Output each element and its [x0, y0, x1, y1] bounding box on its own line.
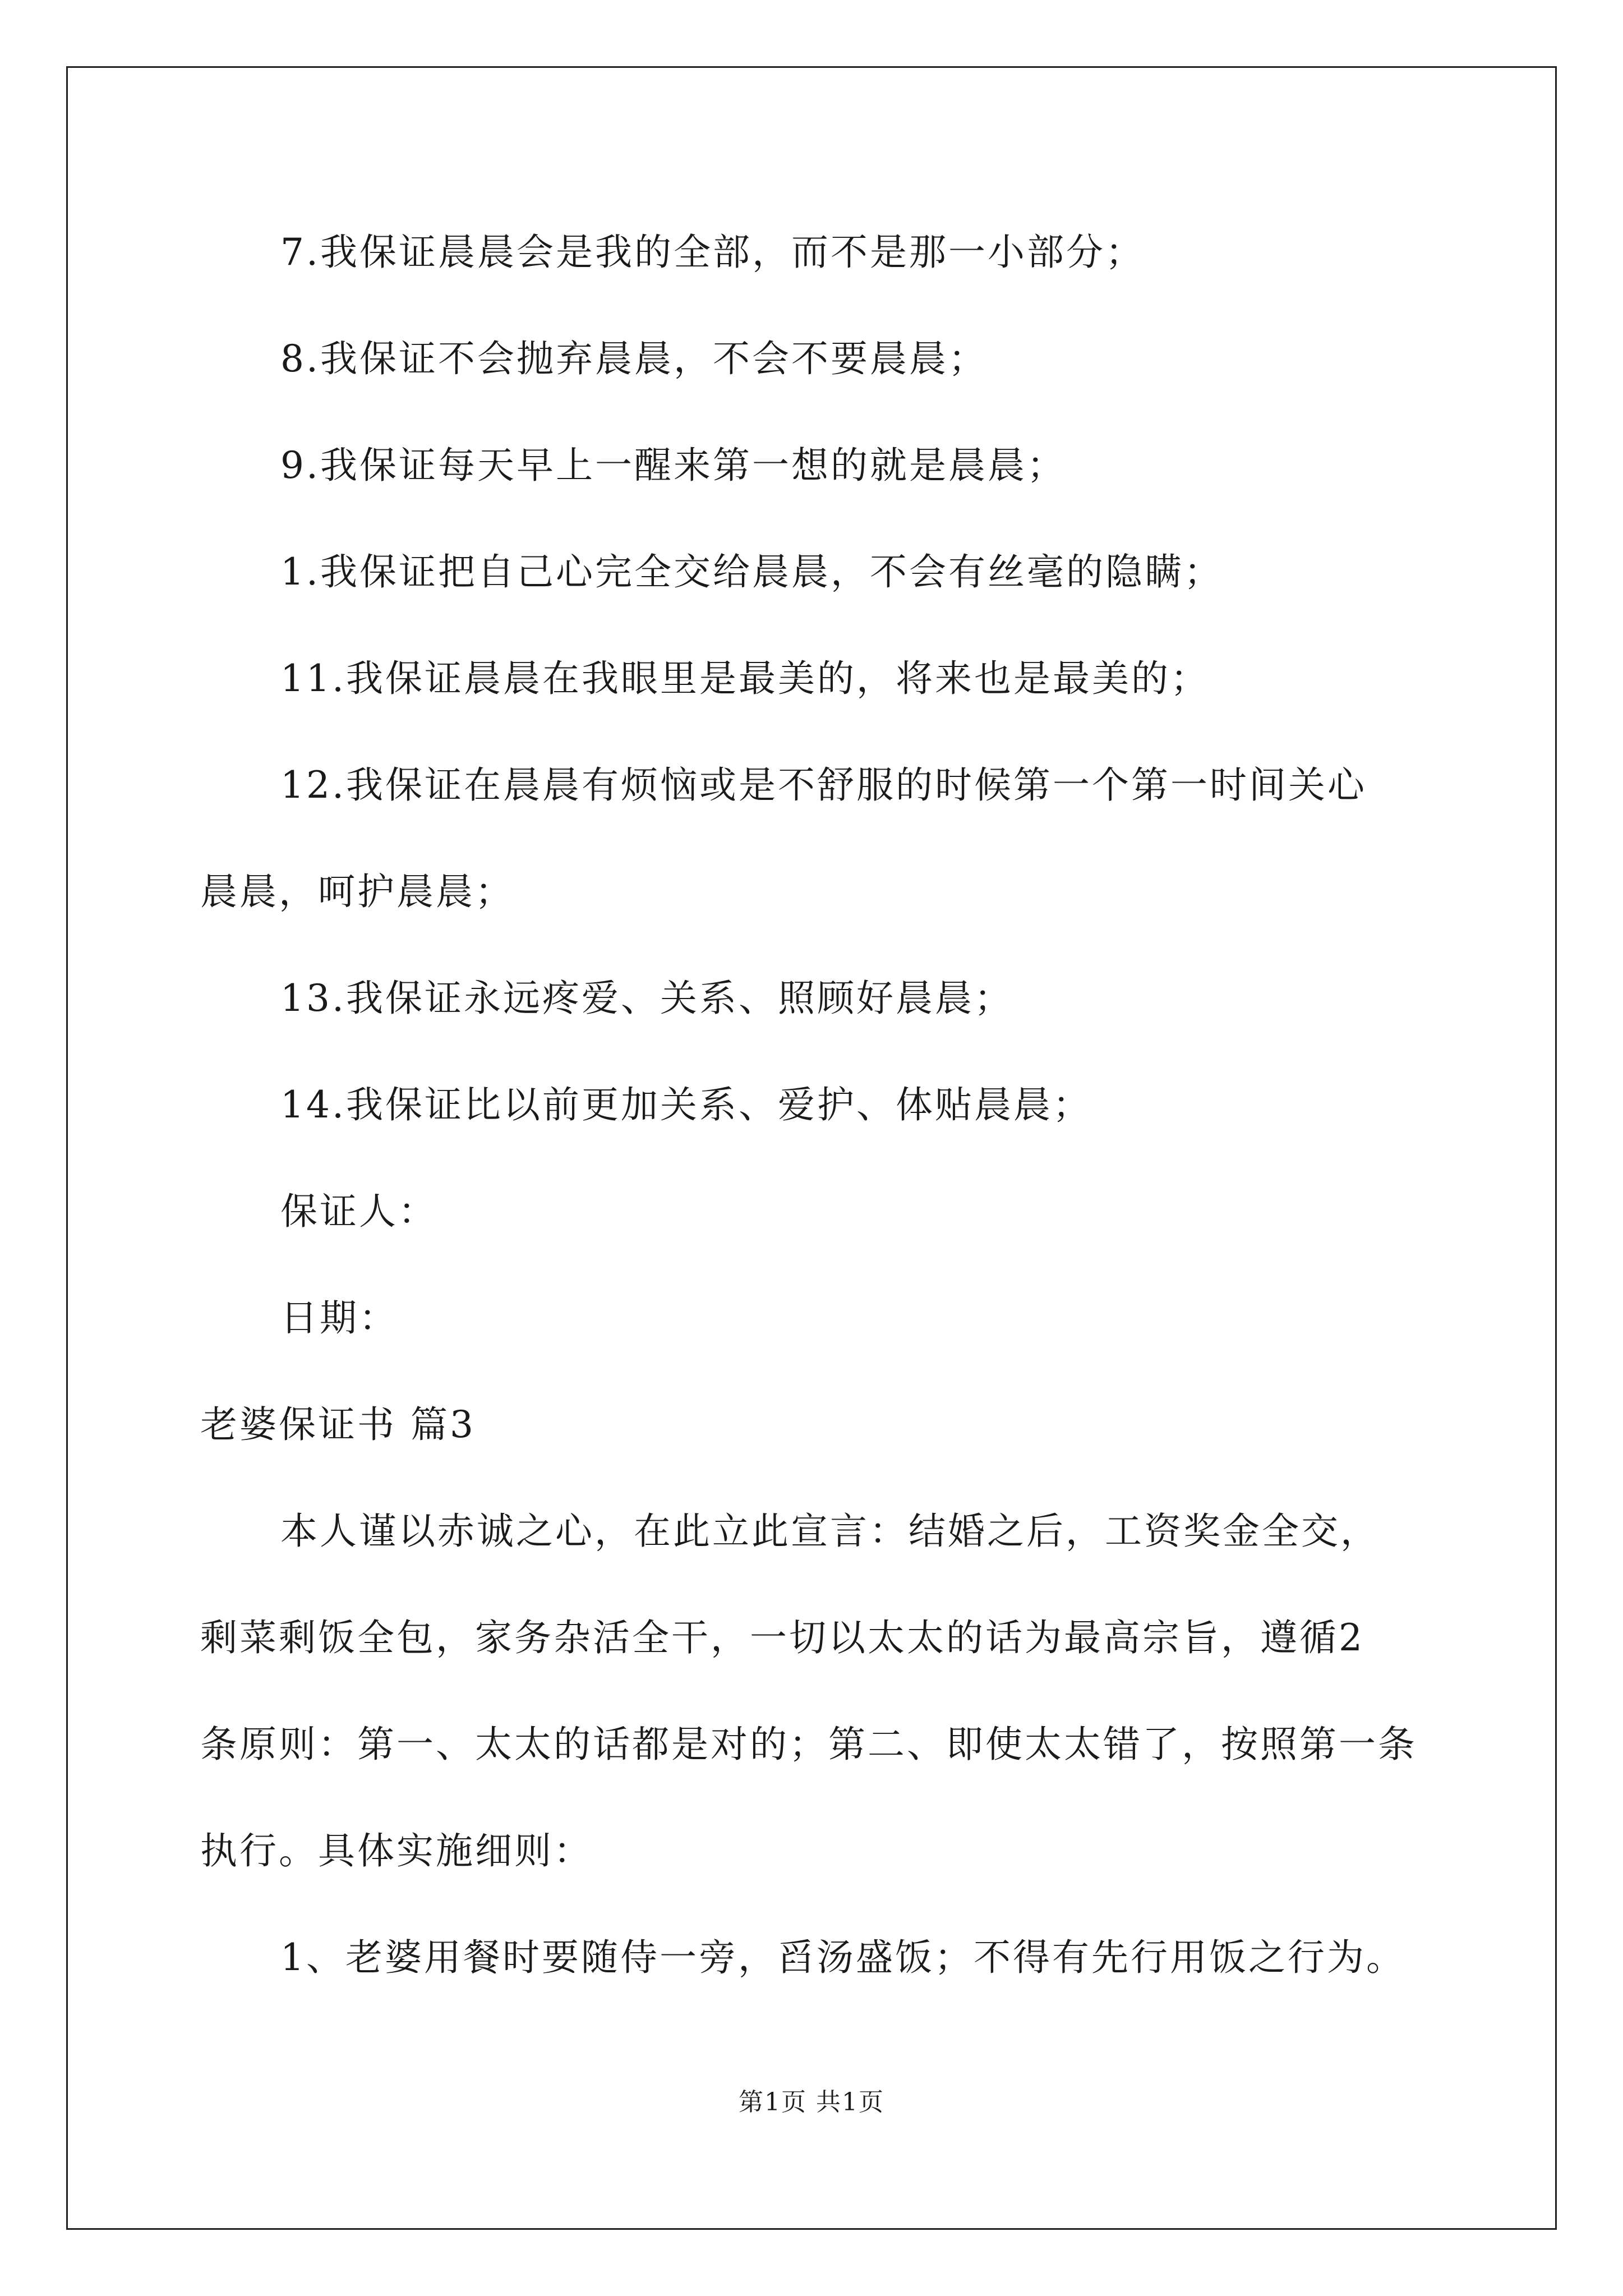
- page-border: [66, 66, 1557, 2230]
- paragraph-line-4: 执行。具体实施细则：: [200, 1829, 593, 1872]
- pledge-item-11: 11.我保证晨晨在我眼里是最美的，将来也是最美的；: [280, 657, 1210, 700]
- pledge-item-13: 13.我保证永远疼爱、关系、照顾好晨晨；: [280, 977, 1013, 1020]
- paragraph-line-2: 剩菜剩饭全包，家务杂活全干，一切以太太的话为最高宗旨，遵循2: [200, 1616, 1364, 1659]
- paragraph-line-1: 本人谨以赤诚之心，在此立此宣言：结婚之后，工资奖金全交，: [280, 1510, 1380, 1553]
- pledge-item-14: 14.我保证比以前更加关系、爱护、体贴晨晨；: [280, 1083, 1092, 1126]
- page-footer: 第1页 共1页: [739, 2088, 884, 2116]
- guarantor-label: 保证人：: [280, 1190, 437, 1233]
- pledge-item-7: 7.我保证晨晨会是我的全部，而不是那一小部分；: [280, 231, 1145, 274]
- paragraph-line-3: 条原则：第一、太太的话都是对的；第二、即使太太错了，按照第一条: [200, 1723, 1417, 1766]
- pledge-item-8: 8.我保证不会抛弃晨晨，不会不要晨晨；: [280, 337, 988, 380]
- pledge-item-12: 12.我保证在晨晨有烦恼或是不舒服的时候第一个第一时间关心: [280, 763, 1367, 807]
- pledge-item-12-continued: 晨晨，呵护晨晨；: [200, 870, 514, 913]
- rule-item-1: 1、老婆用餐时要随侍一旁，舀汤盛饭；不得有先行用饭之行为。: [280, 1936, 1405, 1979]
- pledge-item-9: 9.我保证每天早上一醒来第一想的就是晨晨；: [280, 444, 1066, 487]
- pledge-item-1: 1.我保证把自己心完全交给晨晨，不会有丝毫的隐瞒；: [280, 550, 1223, 593]
- date-label: 日期：: [280, 1296, 398, 1340]
- section-heading: 老婆保证书 篇3: [200, 1403, 476, 1446]
